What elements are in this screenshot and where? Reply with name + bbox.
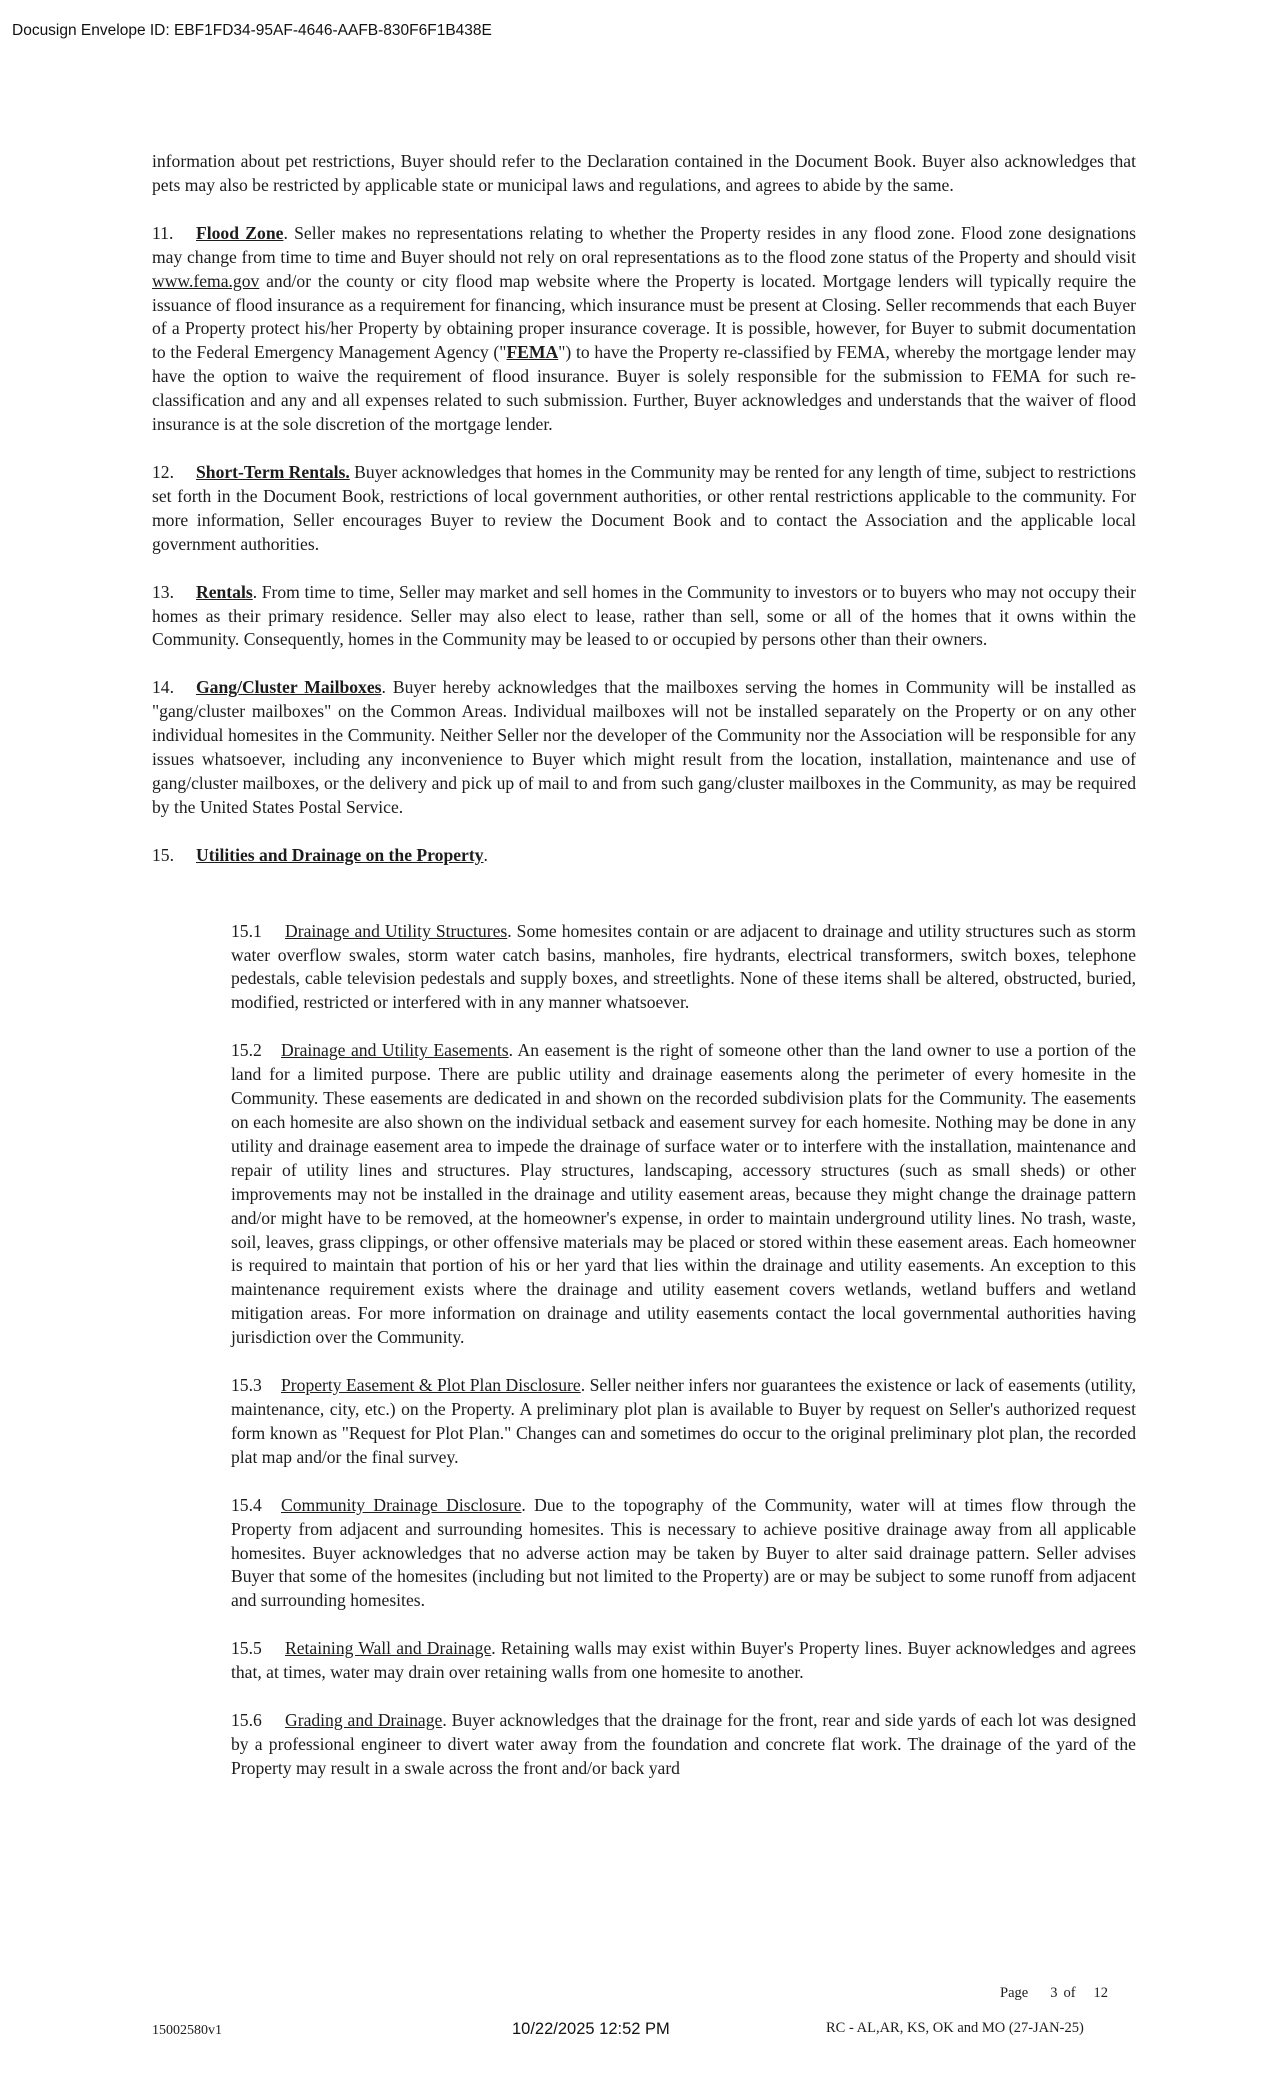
section-text: . Buyer hereby acknowledges that the mailboxes serving the homes in Community will be installed as "gang/cluster mailboxes" on the Common Areas. Individual mailboxes will not be installed separately on the Property or on any other individual homesites in the Community. Neither Seller nor the developer of the Community nor the Association will be responsible for any issues whatsoever, including any inconvenience to Buyer which might result from the location, installation, maintenance and use of gang/cluster mailboxes, or the delivery and pick up of mail to and from such gang/cluster mailboxes in the Community, as may be required by the United States Postal Service. [152,677,1136,817]
section-text: . [483,844,488,865]
section-heading-short-term-rentals: Short-Term Rentals. [196,461,350,482]
section-text: . Seller makes no representations relating to whether the Property resides in any flood zone. Flood zone designations may change from time to time and Buyer should not rely on oral representations as to the flood zone status of the Property and should visit [152,222,1136,267]
section-12 [152,461,1136,557]
subsection-number: 15.6 [231,1710,262,1731]
section-text: Buyer acknowledges that homes in the Community may be rented for any length of time, subject to restrictions set forth in the Document Book, restrictions of local government authorities, or other rental restrictions applicable to the community. For more information, Seller encourages Buyer to review the Document Book and to contact the Association and the applicable local government authorities. [152,461,1136,554]
section-heading-utilities: Utilities and Drainage on the Property [196,844,484,865]
signing-timestamp: 10/22/2025 12:52 PM [512,2020,670,2038]
envelope-id: Docusign Envelope ID: EBF1FD34-95AF-4646-AAFB-830F6F1B438E [12,22,492,39]
subsection-number: 15.2 [231,1040,262,1061]
subsection-15-4 [231,1494,1136,1614]
section-number: 14. [152,677,174,698]
document-body [152,150,1136,1805]
section-text: . From time to time, Seller may market and sell homes in the Community to investors or to buyers who may not occupy their homes as their primary residence. Seller may also elect to lease, rather than sell, some or all of the homes that it owns within the Community. Consequently, homes in the Community may be leased to or occupied by persons other than their owners. [152,581,1136,650]
subsection-number: 15.5 [231,1638,262,1659]
fema-link[interactable]: www.fema.gov [152,270,260,291]
section-11 [152,222,1136,437]
subsection-heading: Drainage and Utility Structures [285,920,508,941]
subsection-text: . Buyer acknowledges that the drainage for the front, rear and side yards of each lot was designed by a professional engineer to divert water away from the foundation and concrete flat work. The drainage of the yard of the Property may result in a swale across the front and/or back yard [231,1710,1137,1778]
intro-paragraph: information about pet restrictions, Buyer should refer to the Declaration contained in the Document Book. Buyer also acknowledges that pets may also be restricted by applicable state or municipal laws and regulations, and agrees to abide by the same. [152,151,1136,195]
form-reference: RC - AL,AR, KS, OK and MO (27-JAN-25) [826,2020,1084,2036]
subsection-heading: Property Easement & Plot Plan Disclosure [281,1375,581,1396]
subsection-text: . Retaining walls may exist within Buyer's Property lines. Buyer acknowledges and agrees that, at times, water may drain over retaining walls from one homesite to another. [231,1638,1136,1683]
section-number: 13. [152,581,174,602]
subsection-number: 15.1 [231,920,262,941]
subsection-15-1 [231,920,1136,1016]
section-heading-rentals: Rentals [196,581,253,602]
fema-term: FEMA [506,342,559,363]
subsection-text: . Some homesites contain or are adjacent to drainage and utility structures such as storm water overflow swales, storm water catch basins, manholes, fire hydrants, electrical transformers, switch boxes, telephone pedestals, cable television pedestals and supply boxes, and streetlights. None of these items shall be altered, obstructed, buried, modified, restricted or interfered with in any manner whatsoever. [231,920,1136,1013]
section-text: ") to have the Property re-classified by FEMA, whereby the mortgage lender may have the option to waive the requirement of flood insurance. Buyer is solely responsible for the submission to FEMA for such re-classification and any and all expenses related to such submission. Further, Buyer acknowledges and understands that the waiver of flood insurance is at the sole discretion of the mortgage lender. [152,342,1136,435]
section-15 [152,844,1136,868]
section-text: and/or the county or city flood map website where the Property is located. Mortgage lenders will typically require the issuance of flood insurance as a requirement for financing, which insurance must be present at Closing. Seller recommends that each Buyer of a Property protect his/her Property by obtaining proper insurance coverage. It is possible, however, for Buyer to submit documentation to the Federal Emergency Management Agency (" [152,270,1136,363]
subsection-heading: Community Drainage Disclosure [281,1494,522,1515]
subsection-15-3 [231,1374,1136,1470]
subsection-15-2 [231,1039,1136,1350]
subsection-text: . Seller neither infers nor guarantees the existence or lack of easements (utility, maintenance, city, etc.) on the Property. A preliminary plot plan is available to Buyer by request on Seller's authorized request form known as "Request for Plot Plan." Changes can and sometimes do occur to the original preliminary plot plan, the recorded plat map and/or the final survey. [231,1375,1136,1467]
page-indicator [1000,1985,1108,2002]
section-14 [152,676,1136,819]
page-of: of [1063,1985,1076,2001]
page-number: 3 [1050,1985,1058,2001]
section-heading-flood-zone: Flood Zone [196,222,284,243]
subsection-number: 15.3 [231,1375,262,1396]
subsection-number: 15.4 [231,1494,262,1515]
section-number: 15. [152,844,174,865]
subsection-list [231,920,1136,1781]
subsection-text: . An easement is the right of someone other than the land owner to use a portion of the land for a limited purpose. There are public utility and drainage easements along the perimeter of every homesite in the Community. These easements are dedicated in and shown on the recorded subdivision plats for the Community. The easements on each homesite are also shown on the individual setback and easement survey for each homesite. Nothing may be done in any utility and drainage easement area to impede the drainage of surface water or to interfere with the installation, maintenance and repair of utility lines and structures. Play structures, landscaping, accessory structures (such as small sheds) or other improvements may not be installed in the drainage and utility easement areas, because they might change the drainage pattern and/or might have to be removed, at the homeowner's expense, in order to maintain underground utility lines. No trash, waste, soil, leaves, grass clippings, or other offensive materials may be placed or stored within these easement areas. Each homeowner is required to maintain that portion of his or her yard that lies within the drainage and utility easements. An exception to this maintenance requirement exists where the drainage and utility easement covers wetlands, wetland buffers and wetland mitigation areas. For more information on drainage and utility easements contact the local governmental authorities having jurisdiction over the Community. [231,1040,1136,1348]
subsection-text: . Due to the topography of the Community, water will at times flow through the Property from adjacent and surrounding homesites. This is necessary to achieve positive drainage away from all applicable homesites. Buyer acknowledges that no adverse action may be taken by Buyer to alter said drainage pattern. Seller advises Buyer that some of the homesites (including but not limited to the Property) are or may be subject to some runoff from adjacent and surrounding homesites. [231,1494,1136,1611]
page-label: Page [1000,1985,1029,2001]
section-number: 12. [152,461,174,482]
section-13 [152,581,1136,653]
page-total: 12 [1093,1985,1109,2001]
subsection-heading: Grading and Drainage [285,1710,443,1731]
document-code: 15002580v1 [152,2023,222,2038]
subsection-heading: Drainage and Utility Easements [281,1040,509,1061]
subsection-15-6 [231,1709,1136,1781]
section-number: 11. [152,222,174,243]
subsection-heading: Retaining Wall and Drainage [285,1638,492,1659]
section-heading-mailboxes: Gang/Cluster Mailboxes [196,677,382,698]
subsection-15-5 [231,1637,1136,1685]
